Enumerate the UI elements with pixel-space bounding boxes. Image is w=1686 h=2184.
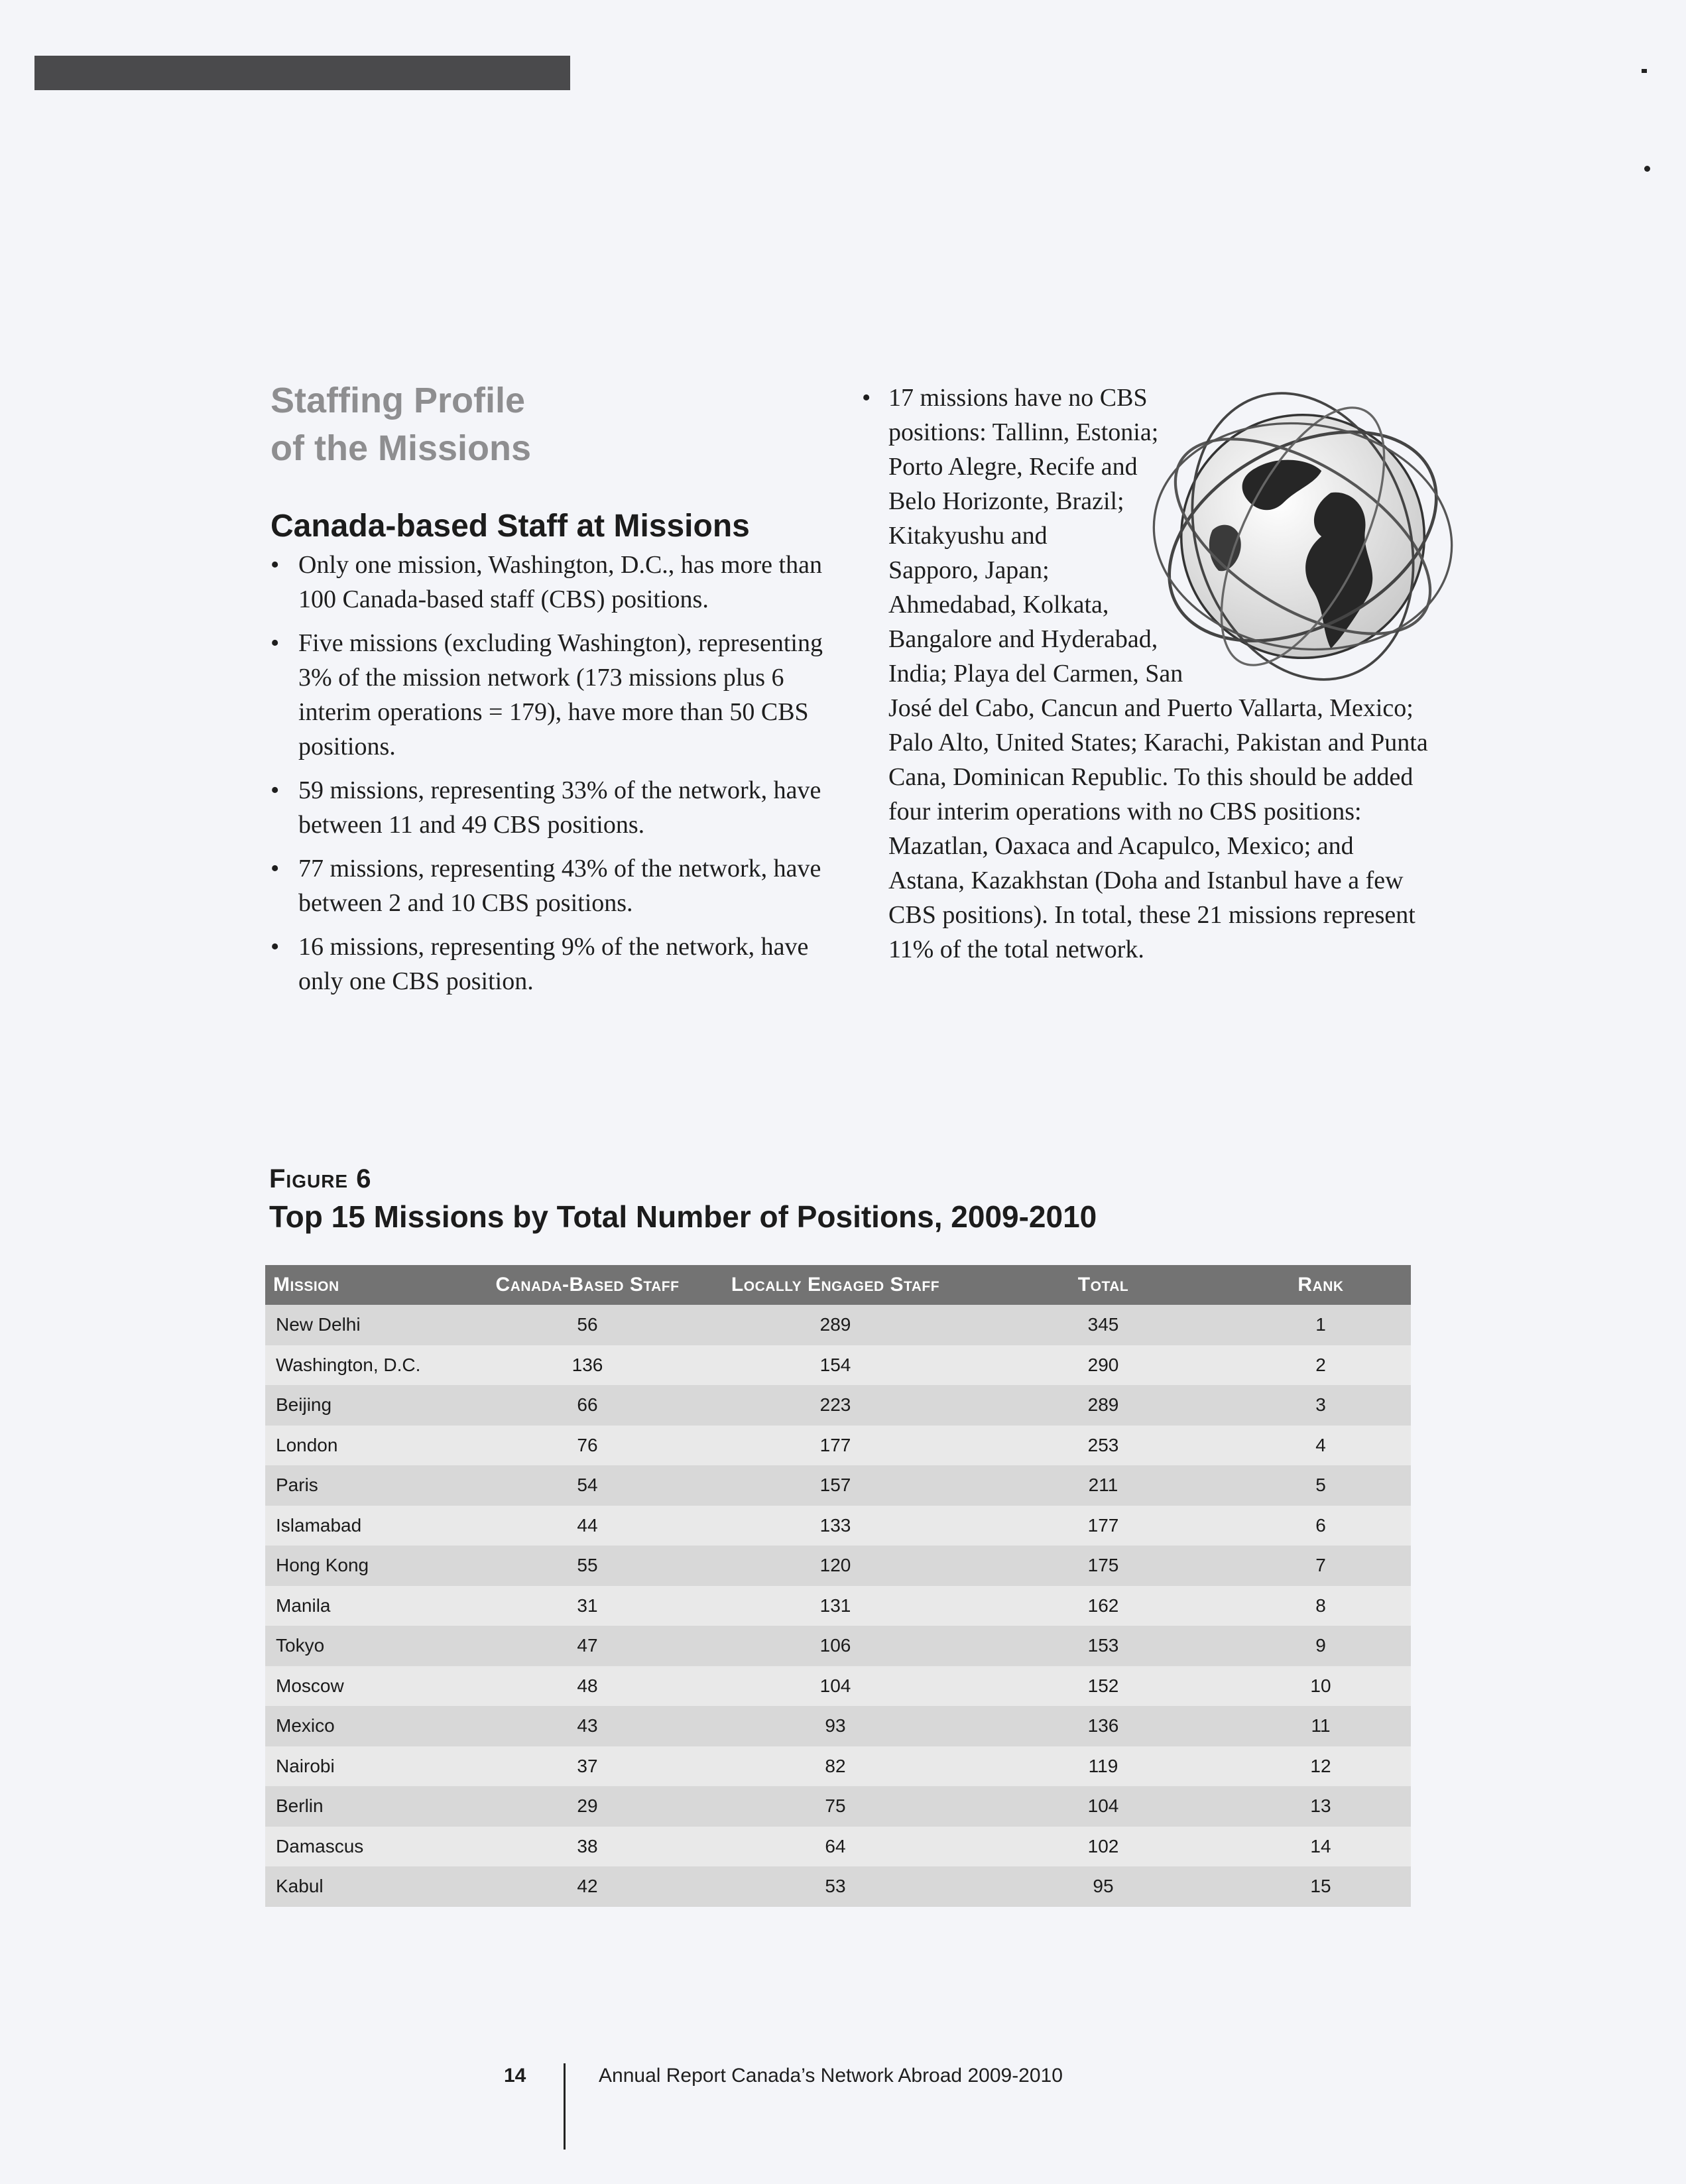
- total-cell: 95: [1093, 1876, 1114, 1897]
- mission-cell: Mexico: [276, 1715, 335, 1736]
- total-cell: 102: [1087, 1835, 1119, 1856]
- locally-engaged-staff-cell: 104: [819, 1675, 851, 1696]
- scan-speck: [1644, 166, 1650, 172]
- total-cell: 345: [1087, 1314, 1119, 1335]
- table-row: [265, 1546, 1411, 1586]
- page-number: 14: [504, 2065, 526, 2087]
- figure-title: Top 15 Missions by Total Number of Positions, 2009-2010: [269, 1199, 1097, 1234]
- table-row: [265, 1385, 1411, 1426]
- locally-engaged-staff-cell: 223: [819, 1394, 851, 1416]
- canada-based-staff-cell: 55: [577, 1555, 598, 1576]
- scan-speck: [1642, 69, 1647, 73]
- header-locally-engaged-staff: Locally Engaged Staff: [695, 1265, 976, 1305]
- table-header-row: [265, 1265, 1411, 1305]
- total-cell: 290: [1087, 1354, 1119, 1375]
- right-bullet-text: 17 missions have no CBS positions: Tallinn, Estonia; Porto Alegre, Recife and Belo Horizonte, Brazil; Kitakyushu and Sapporo, Japan; Ahmedabad, Kolkata, Bangalore and Hyderabad, India; Playa del Carmen, San José del Cabo, Cancun and Puerto Vallarta, Mexico; Palo Alto, United States; Karachi, Pakistan and Punta Cana, Dominican Republic. To this should be added four interim operations with no CBS positions: Mazatlan, Oaxaca and Acapulco, Mexico; and Astana, Kazakhstan (Doha and Istanbul have a few CBS positions). In total, these 21 missions represent 11% of the total network.: [888, 384, 1428, 963]
- locally-engaged-staff-cell: 154: [819, 1354, 851, 1375]
- right-column: [862, 381, 1432, 967]
- mission-cell: Damascus: [276, 1835, 364, 1856]
- locally-engaged-staff-cell: 157: [819, 1475, 851, 1496]
- figure-label: Figure 6: [269, 1164, 372, 1193]
- table-row: [265, 1827, 1411, 1867]
- locally-engaged-staff-cell: 82: [825, 1755, 846, 1776]
- rank-cell: 15: [1310, 1876, 1331, 1897]
- table-row: [265, 1866, 1411, 1907]
- canada-based-staff-cell: 136: [572, 1354, 603, 1375]
- section-subtitle: Canada-based Staff at Missions: [271, 509, 750, 544]
- mission-cell: Beijing: [276, 1394, 332, 1416]
- bullet-item: • 77 missions, representing 43% of the network, have between 2 and 10 CBS positions.: [271, 851, 841, 920]
- locally-engaged-staff-cell: 120: [819, 1555, 851, 1576]
- rank-cell: 4: [1315, 1434, 1326, 1455]
- table-row: [265, 1465, 1411, 1506]
- locally-engaged-staff-cell: 93: [825, 1715, 846, 1736]
- right-bullet-paragraph: [862, 381, 1432, 967]
- mission-cell: Paris: [276, 1475, 318, 1496]
- canada-based-staff-cell: 76: [577, 1434, 598, 1455]
- rank-cell: 11: [1311, 1715, 1331, 1736]
- total-cell: 253: [1087, 1434, 1119, 1455]
- total-cell: 152: [1087, 1675, 1119, 1696]
- section-title: [271, 377, 735, 472]
- header-bar: [34, 56, 570, 90]
- rank-cell: 6: [1315, 1514, 1326, 1536]
- locally-engaged-staff-cell: 64: [825, 1835, 846, 1856]
- globe-icon: [1147, 381, 1459, 692]
- canada-based-staff-cell: 54: [577, 1475, 598, 1496]
- mission-cell: Hong Kong: [276, 1555, 369, 1576]
- canada-based-staff-cell: 44: [577, 1514, 598, 1536]
- mission-cell: Islamabad: [276, 1514, 362, 1536]
- rank-cell: 12: [1310, 1755, 1331, 1776]
- canada-based-staff-cell: 42: [577, 1876, 598, 1897]
- table-row: [265, 1666, 1411, 1707]
- mission-cell: London: [276, 1434, 338, 1455]
- total-cell: 119: [1088, 1755, 1118, 1776]
- section-title-line1: Staffing Profile: [271, 381, 526, 420]
- table-row: [265, 1305, 1411, 1345]
- footer-divider: [564, 2063, 566, 2150]
- table-row: [265, 1746, 1411, 1787]
- canada-based-staff-cell: 31: [577, 1595, 598, 1616]
- rank-cell: 3: [1315, 1394, 1326, 1416]
- table-row: [265, 1626, 1411, 1666]
- rank-cell: 10: [1310, 1675, 1331, 1696]
- table-row: [265, 1586, 1411, 1626]
- canada-based-staff-cell: 38: [577, 1835, 598, 1856]
- left-bullet-list: [271, 548, 841, 1008]
- mission-cell: Moscow: [276, 1675, 344, 1696]
- table-row: [265, 1786, 1411, 1827]
- table-row: [265, 1506, 1411, 1546]
- canada-based-staff-cell: 43: [577, 1715, 598, 1736]
- bullet-marker: •: [862, 384, 871, 412]
- locally-engaged-staff-cell: 75: [825, 1795, 846, 1817]
- rank-cell: 8: [1315, 1595, 1326, 1616]
- mission-cell: Manila: [276, 1595, 331, 1616]
- mission-cell: Kabul: [276, 1876, 324, 1897]
- rank-cell: 14: [1310, 1835, 1331, 1856]
- rank-cell: 1: [1315, 1314, 1326, 1335]
- footer-title: Annual Report Canada’s Network Abroad 2009-2010: [599, 2065, 1063, 2087]
- canada-based-staff-cell: 29: [577, 1795, 598, 1817]
- rank-cell: 2: [1315, 1354, 1326, 1375]
- mission-cell: New Delhi: [276, 1314, 361, 1335]
- mission-cell: Berlin: [276, 1795, 324, 1817]
- bullet-item: • Only one mission, Washington, D.C., has more than 100 Canada-based staff (CBS) positions.: [271, 548, 841, 617]
- bullet-item: • 16 missions, representing 9% of the network, have only one CBS position.: [271, 930, 841, 999]
- bullet-item: • Five missions (excluding Washington), representing 3% of the mission network (173 missions plus 6 interim operations = 179), have more than 50 CBS positions.: [271, 626, 841, 764]
- header-canada-based-staff: Canada-Based Staff: [480, 1265, 695, 1305]
- mission-cell: Washington, D.C.: [276, 1354, 421, 1375]
- table-row: [265, 1345, 1411, 1386]
- locally-engaged-staff-cell: 133: [819, 1514, 851, 1536]
- canada-based-staff-cell: 56: [577, 1314, 598, 1335]
- total-cell: 289: [1087, 1394, 1119, 1416]
- rank-cell: 13: [1310, 1795, 1331, 1817]
- table-row: [265, 1426, 1411, 1466]
- missions-table: [265, 1265, 1411, 1907]
- table-row: [265, 1706, 1411, 1746]
- canada-based-staff-cell: 66: [577, 1394, 598, 1416]
- rank-cell: 7: [1315, 1555, 1326, 1576]
- total-cell: 162: [1087, 1595, 1119, 1616]
- header-rank: Rank: [1231, 1265, 1411, 1305]
- locally-engaged-staff-cell: 131: [819, 1595, 851, 1616]
- total-cell: 177: [1087, 1514, 1119, 1536]
- total-cell: 104: [1087, 1795, 1119, 1817]
- total-cell: 175: [1087, 1555, 1119, 1576]
- total-cell: 136: [1087, 1715, 1119, 1736]
- mission-cell: Nairobi: [276, 1755, 335, 1776]
- canada-based-staff-cell: 37: [577, 1755, 598, 1776]
- bullet-item: • 59 missions, representing 33% of the network, have between 11 and 49 CBS positions.: [271, 773, 841, 842]
- locally-engaged-staff-cell: 53: [825, 1876, 846, 1897]
- mission-cell: Tokyo: [276, 1635, 325, 1656]
- rank-cell: 9: [1315, 1635, 1326, 1656]
- rank-cell: 5: [1315, 1475, 1326, 1496]
- locally-engaged-staff-cell: 289: [819, 1314, 851, 1335]
- section-title-line2: of the Missions: [271, 428, 532, 468]
- total-cell: 153: [1087, 1635, 1119, 1656]
- canada-based-staff-cell: 48: [577, 1675, 598, 1696]
- locally-engaged-staff-cell: 177: [819, 1434, 851, 1455]
- header-total: Total: [976, 1265, 1231, 1305]
- header-mission: Mission: [265, 1265, 480, 1305]
- locally-engaged-staff-cell: 106: [819, 1635, 851, 1656]
- total-cell: 211: [1088, 1475, 1118, 1496]
- canada-based-staff-cell: 47: [577, 1635, 598, 1656]
